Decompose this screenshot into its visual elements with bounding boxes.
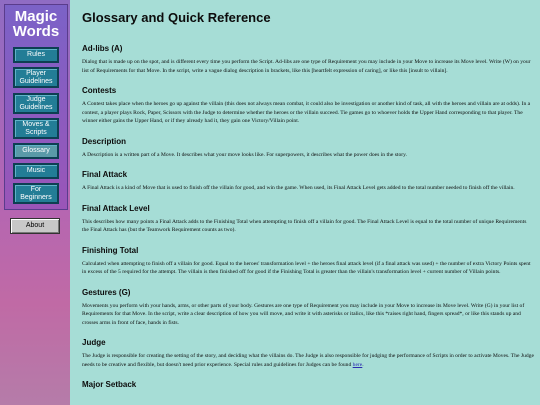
definition-text: Dialog that is made up on the spot, and is different every time you perform the Script. Ad-libs are one type of Requirement you may include in your Move to increase its Move level. Write (W) on your list of Requirements for that Move. In the script, write a vague dialog description in brackets, like this [heartfelt expression of caring], or like this [insult to villain]. bbox=[82, 59, 531, 74]
glossary-definition bbox=[82, 352, 534, 369]
glossary-definition bbox=[82, 100, 534, 126]
glossary-term: Final Attack Level bbox=[82, 203, 150, 213]
main-content bbox=[82, 0, 534, 405]
nav-button-player-guidelines[interactable]: Player Guidelines bbox=[13, 67, 59, 88]
page-title: Glossary and Quick Reference bbox=[82, 10, 271, 25]
glossary-term: Description bbox=[82, 136, 127, 146]
glossary-term: Judge bbox=[82, 338, 106, 347]
glossary-term: Final Attack bbox=[82, 170, 128, 179]
nav-button-rules[interactable]: Rules bbox=[13, 47, 59, 63]
nav-button-moves-scripts[interactable]: Moves & Scripts bbox=[13, 118, 59, 139]
site-logo[interactable]: Magic Words bbox=[12, 8, 60, 40]
glossary-definition bbox=[82, 260, 534, 277]
glossary-list bbox=[82, 44, 534, 394]
nav-button-for-beginners[interactable]: For Beginners bbox=[13, 183, 59, 204]
nav-button-music[interactable]: Music bbox=[13, 163, 59, 179]
definition-text: A Description is a written part of a Move. It describes what your move looks like. For superpowers, it describes what the power does in the story. bbox=[82, 151, 407, 158]
sidebar bbox=[0, 0, 70, 405]
glossary-term: Contests bbox=[82, 86, 117, 95]
definition-text: Movements you perform with your hands, arms, or other parts of your body. Gestures are one type of Requirement you may include in your Move to increase its Move level. Write (G) in your list of Requirements for that Move. In the script, write a clear description of how you will move, and write it with asterisks or italics, like this *raises right hand, fingers spread*, or like this stands up and crosses arms in front of face, hands in fists. bbox=[82, 302, 525, 326]
definition-text: A Contest takes place when the heroes go up against the villain (this does not always mean combat, it could also be investigation or another kind of task, all with the heroes and villain are at odds). In a contest, a player plays Rock, Paper, Scissors with the Judge to determine whether the heroes or the villain succeed. Tie games go to whoever holds the Upper Hand corresponding to that player. The winner either gains the Upper Hand, or if they already had it, they gain one Victory/Villain point. bbox=[82, 101, 531, 124]
about-button[interactable]: About bbox=[10, 218, 60, 234]
definition-text: This describes how many points a Final Attack adds to the Finishing Total when attempting to finish off a villain for good. The Final Attack Level is equal to the total number of unique Requirements the Final Attack has (but the Teamwork Requirement counts as two). bbox=[82, 218, 527, 233]
definition-text: The Judge is responsible for creating the setting of the story, and deciding what the villains do. The Judge is also responsible for judging the performance of Scripts in order to activate Moves. The Judge needs to be creative and flexible, but doesn't need prior experience. Special rules and guidelines for Judges can be found bbox=[82, 353, 534, 368]
definition-text: Calculated when attempting to finish off a villain for good. Equal to the heroes' transformation level + the heroes final attack level (if a final attack was used) + the number of extra Victory Points spent in excess of the 5 required for the attempt. The villain is then finished off for good if the Finishing Total is greater than the villain's transformation level + current number of Villain points. bbox=[82, 260, 531, 275]
definition-text: A Final Attack is a kind of Move that is used to finish off the villain for good, and win the game. When used, its Final Attack Level gets added to the total number needed to finish off the villain. bbox=[82, 185, 515, 191]
glossary-term: Finishing Total bbox=[82, 245, 139, 255]
glossary-definition bbox=[82, 218, 534, 235]
nav-panel bbox=[4, 4, 68, 210]
glossary-definition bbox=[82, 184, 534, 193]
glossary-term: Ad-libs (A) bbox=[82, 44, 123, 53]
nav-button-judge-guidelines[interactable]: Judge Guidelines bbox=[13, 93, 59, 114]
glossary-definition bbox=[82, 151, 534, 160]
judge-guidelines-link[interactable]: here bbox=[352, 361, 363, 368]
nav-button-glossary[interactable]: Glossary bbox=[13, 143, 59, 159]
glossary-definition bbox=[82, 302, 534, 328]
definition-tail: . bbox=[362, 361, 364, 368]
glossary-term: Gestures (G) bbox=[82, 287, 131, 297]
glossary-term: Major Setback bbox=[82, 380, 137, 389]
glossary-definition bbox=[82, 58, 534, 75]
